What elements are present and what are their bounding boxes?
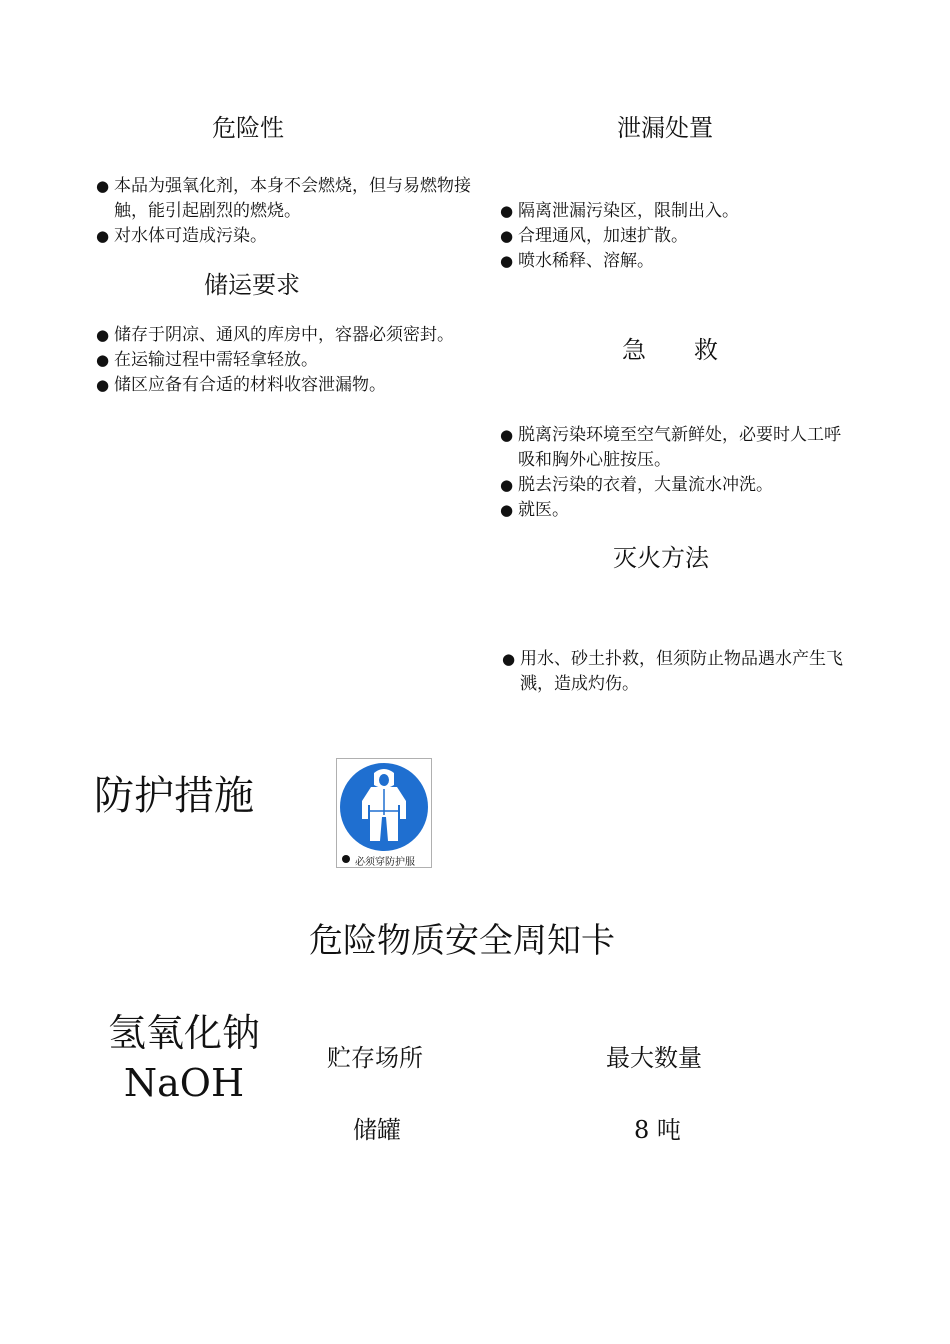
list-item — [96, 174, 486, 224]
leak-item-2: 合理通风，加速扩散。 — [518, 226, 688, 246]
first-aid-item-1: 脱离污染环境至空气新鲜处，必要时人工呼吸和胸外心脏按压。 — [518, 425, 841, 470]
storage-item-1: 储存于阴凉、通风的库房中，容器必须密封。 — [114, 325, 454, 345]
bullet-icon: ● — [500, 227, 514, 245]
bullet-icon: ● — [500, 202, 514, 220]
storage-list — [96, 323, 496, 398]
fire-title: 灭火方法 — [613, 544, 709, 572]
bullet-icon: ● — [96, 227, 110, 245]
list-item — [96, 373, 496, 398]
leak-title: 泄漏处置 — [617, 114, 713, 142]
max-quantity-label: 最大数量 — [606, 1044, 702, 1072]
list-item — [502, 647, 847, 697]
hazard-item-1: 本品为强氧化剂，本身不会燃烧，但与易燃物接触，能引起剧烈的燃烧。 — [114, 176, 471, 221]
storage-place-value: 储罐 — [353, 1116, 401, 1144]
max-quantity-value: 8 吨 — [634, 1116, 681, 1144]
list-item — [96, 224, 486, 249]
bullet-icon: ● — [96, 177, 110, 195]
list-item — [500, 423, 845, 473]
caption-dot-icon — [342, 855, 350, 863]
storage-title: 储运要求 — [204, 271, 300, 299]
list-item — [500, 473, 845, 498]
chemical-name-block — [96, 1008, 272, 1108]
sign-caption: 必须穿防护服 — [355, 857, 415, 868]
list-item — [96, 323, 496, 348]
bullet-icon: ● — [502, 650, 516, 668]
storage-item-3: 储区应备有合适的材料收容泄漏物。 — [114, 375, 386, 395]
chemical-formula: NaOH — [123, 1061, 245, 1105]
list-item — [500, 199, 850, 224]
first-aid-item-2: 脱去污染的衣着，大量流水冲洗。 — [518, 475, 773, 495]
bullet-icon: ● — [96, 326, 110, 344]
chemical-name: 氢氧化钠 — [107, 1011, 260, 1055]
bullet-icon: ● — [500, 501, 514, 519]
protective-suit-icon — [337, 759, 431, 851]
list-item — [96, 348, 496, 373]
protection-title: 防护措施 — [94, 773, 254, 819]
bullet-icon: ● — [96, 376, 110, 394]
hazard-title: 危险性 — [212, 114, 284, 142]
fire-item-1: 用水、砂土扑救，但须防止物品遇水产生飞溅，造成灼伤。 — [520, 649, 843, 694]
fire-list — [502, 647, 847, 697]
storage-place-label: 贮存场所 — [327, 1044, 423, 1072]
list-item — [500, 249, 850, 274]
leak-item-1: 隔离泄漏污染区，限制出入。 — [518, 201, 739, 221]
hazard-item-2: 对水体可造成污染。 — [114, 226, 267, 246]
hazard-list — [96, 174, 486, 249]
bullet-icon: ● — [500, 426, 514, 444]
list-item — [500, 498, 845, 523]
leak-item-3: 喷水稀释、溶解。 — [518, 251, 654, 271]
leak-list — [500, 199, 850, 274]
first-aid-list — [500, 423, 845, 523]
list-item — [500, 224, 850, 249]
first-aid-title: 急 救 — [622, 336, 718, 364]
card-title: 危险物质安全周知卡 — [309, 921, 615, 961]
storage-item-2: 在运输过程中需轻拿轻放。 — [114, 350, 318, 370]
first-aid-item-3: 就医。 — [518, 500, 569, 520]
bullet-icon: ● — [500, 476, 514, 494]
protective-clothing-sign — [336, 758, 432, 868]
bullet-icon: ● — [96, 351, 110, 369]
bullet-icon: ● — [500, 252, 514, 270]
